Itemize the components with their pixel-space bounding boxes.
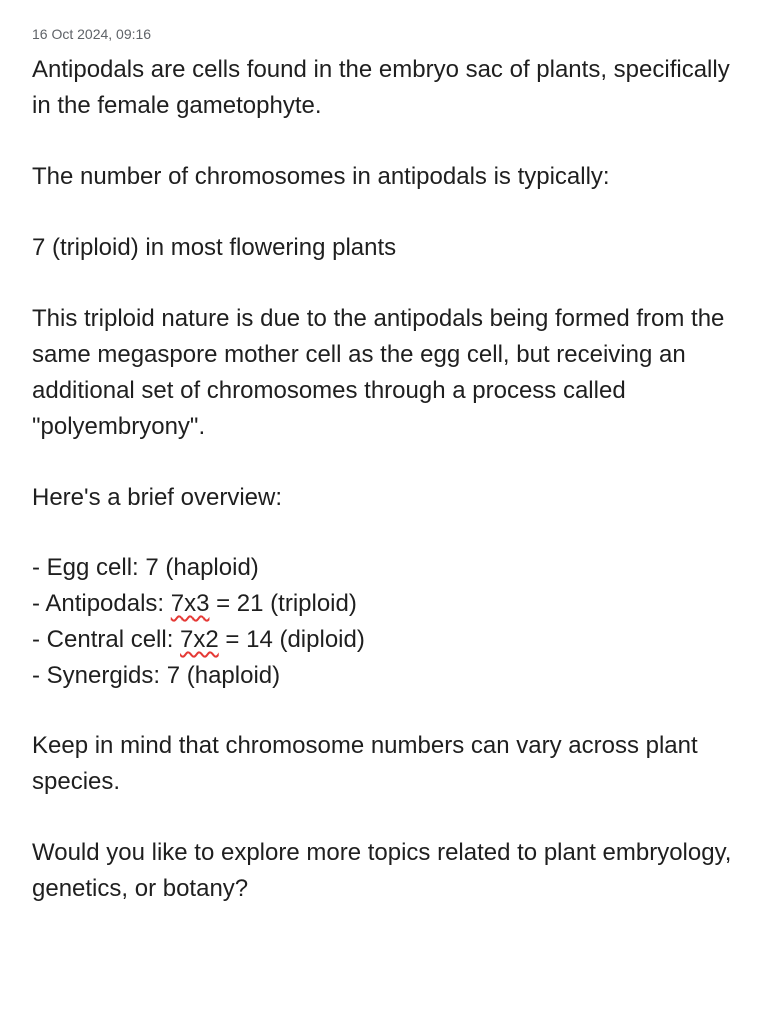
paragraph-typical: The number of chromosomes in antipodals is typically: [32,163,610,190]
misspelled-word-7x2[interactable]: 7x2 [180,626,219,653]
misspelled-word-7x3[interactable]: 7x3 [170,590,210,617]
paragraph-note: Keep in mind that chromosome numbers can vary across plant species. [32,732,698,795]
antipodals-prefix: - Antipodals: [32,590,171,617]
paragraph-question: Would you like to explore more topics related to plant embryology, genetics, or botany? [32,839,732,902]
paragraph-explanation: This triploid nature is due to the antipodals being formed from the same megaspore mother cell as the egg cell, but receiving an additional set of chromosomes through a process called "polyembryony". [32,305,725,440]
paragraph-intro: Antipodals are cells found in the embryo sac of plants, specifically in the female gametophyte. [32,56,730,119]
note-timestamp: 16 Oct 2024, 09:16 [32,26,152,42]
chromosome-list [32,550,736,694]
central-prefix: - Central cell: [32,626,181,653]
list-item-central-cell [32,622,736,658]
paragraph-answer: 7 (triploid) in most flowering plants [32,234,397,261]
list-item-antipodals [32,586,736,622]
note-body[interactable] [32,52,736,907]
antipodals-suffix: = 21 (triploid) [209,590,357,617]
central-suffix: = 14 (diploid) [218,626,365,653]
paragraph-overview-heading: Here's a brief overview: [32,484,283,511]
list-item-egg-cell: - Egg cell: 7 (haploid) [32,554,259,581]
list-item-synergids: - Synergids: 7 (haploid) [32,662,281,689]
